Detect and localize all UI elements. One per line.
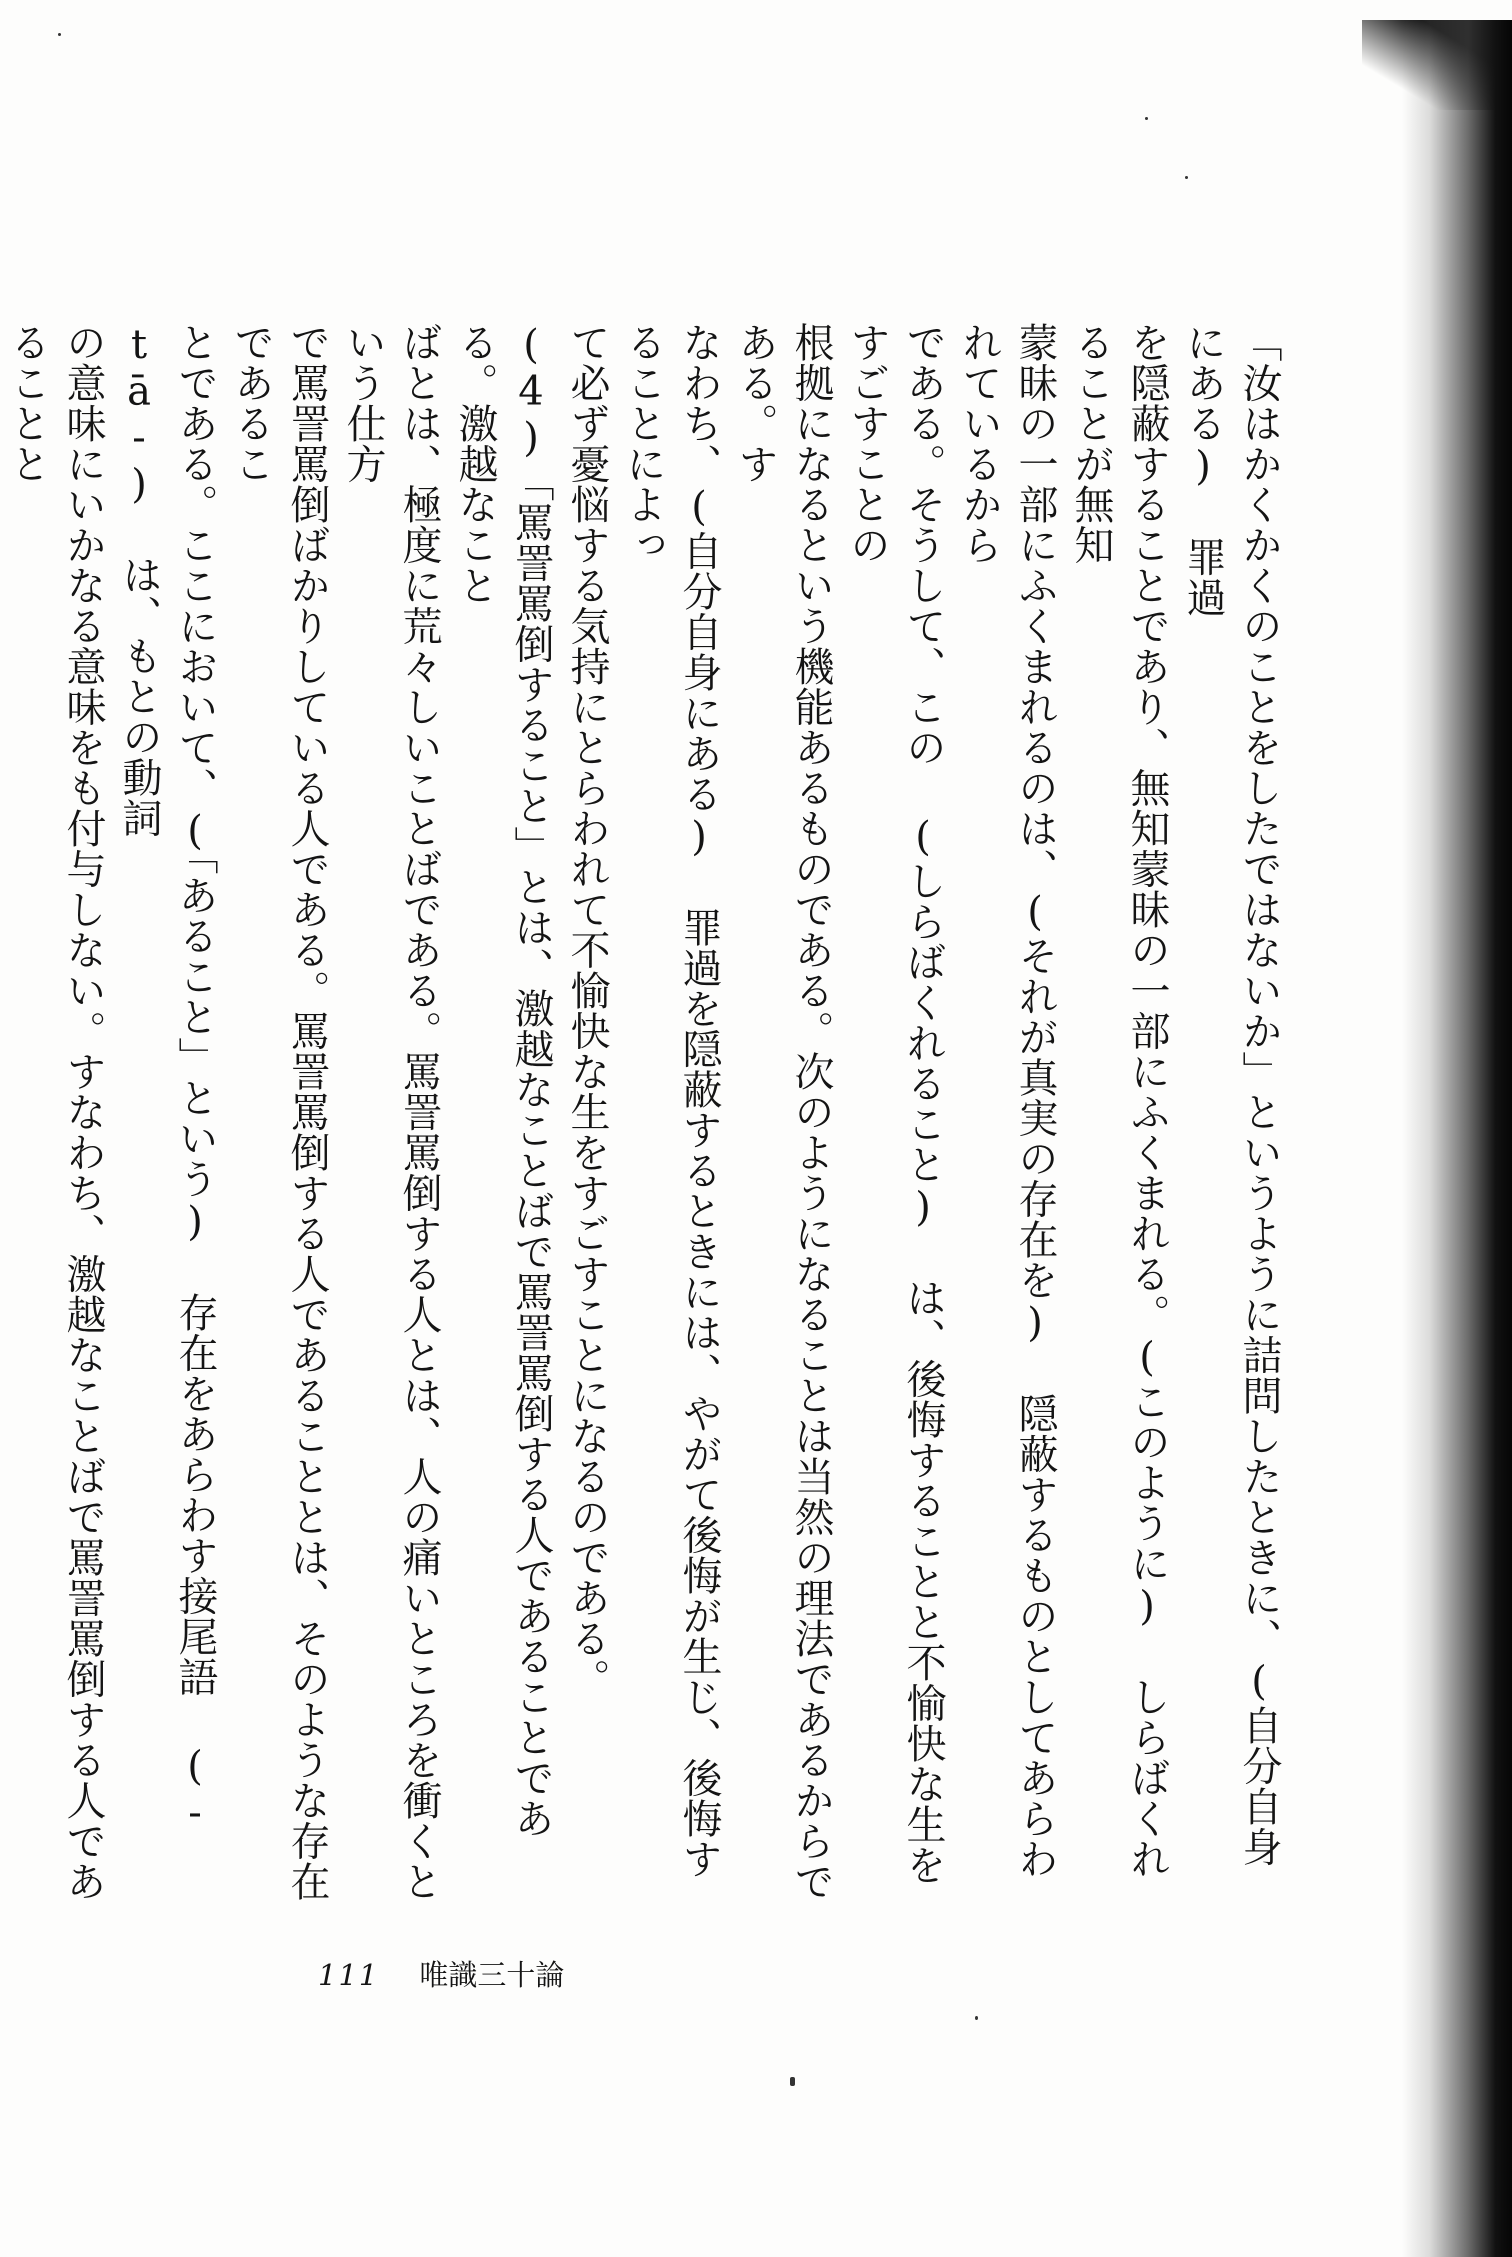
scan-spine-edge xyxy=(1402,20,1512,2257)
text-line-10: で罵詈罵倒ばかりしている人である。罵詈罵倒する人であることとは、そのような存在であるこ xyxy=(228,322,330,1902)
text-line-5: 根拠になるという機能あるものである。次のようになることは当然の理法であるからである。す xyxy=(732,322,834,1902)
page-footer xyxy=(318,1953,564,1994)
text-line-2: を隠蔽することであり、無知蒙昧の一部にふくまれる。(このように) しらばくれることが無知 xyxy=(1068,322,1170,1879)
running-title: 唯識三十論 xyxy=(419,1958,565,1992)
page-number: 111 xyxy=(318,1958,380,1992)
text-line-4: である。そうして、この (しらばくれること) は、後悔することと不愉快な生をすごすことの xyxy=(844,322,946,1885)
text-line-11: とである。ここにおいて、(「あること」という) 存在をあらわす接尾語 (-tā-) は、もとの動詞 xyxy=(116,322,218,1837)
text-line-1: 「汝はかくかくのことをしたではないか」というように詰問したときに、(自分自身にある) 罪過 xyxy=(1180,322,1282,1867)
text-line-8: (4)「罵詈罵倒すること」とは、激越なことばで罵詈罵倒する人であることである。激越なこと xyxy=(452,322,554,1839)
text-line-6: なわち、(自分自身にある) 罪過を隠蔽するときには、やがて後悔が生じ、後悔することによっ xyxy=(620,322,722,1879)
scan-speck xyxy=(1145,117,1148,120)
text-line-3: 蒙昧の一部にふくまれるのは、(それが真実の存在を) 隠蔽するものとしてあらわれているから xyxy=(956,322,1058,1879)
scan-speck xyxy=(1185,176,1188,179)
text-line-12: の意味にいかなる意味をも付与しない。すなわち、激越なことばで罵詈罵倒する人であることと xyxy=(4,322,106,1902)
body-text xyxy=(4,322,1287,1902)
scan-speck xyxy=(58,33,61,36)
scan-speck xyxy=(790,2077,795,2086)
scan-speck xyxy=(975,2016,978,2020)
text-line-7: て必ず憂悩する気持にとらわれて不愉快な生をすごすことになるのである。 xyxy=(564,322,610,1699)
text-line-9: ばとは、極度に荒々しいことばである。罵詈罵倒する人とは、人の痛いところを衝くという仕方 xyxy=(340,322,442,1902)
